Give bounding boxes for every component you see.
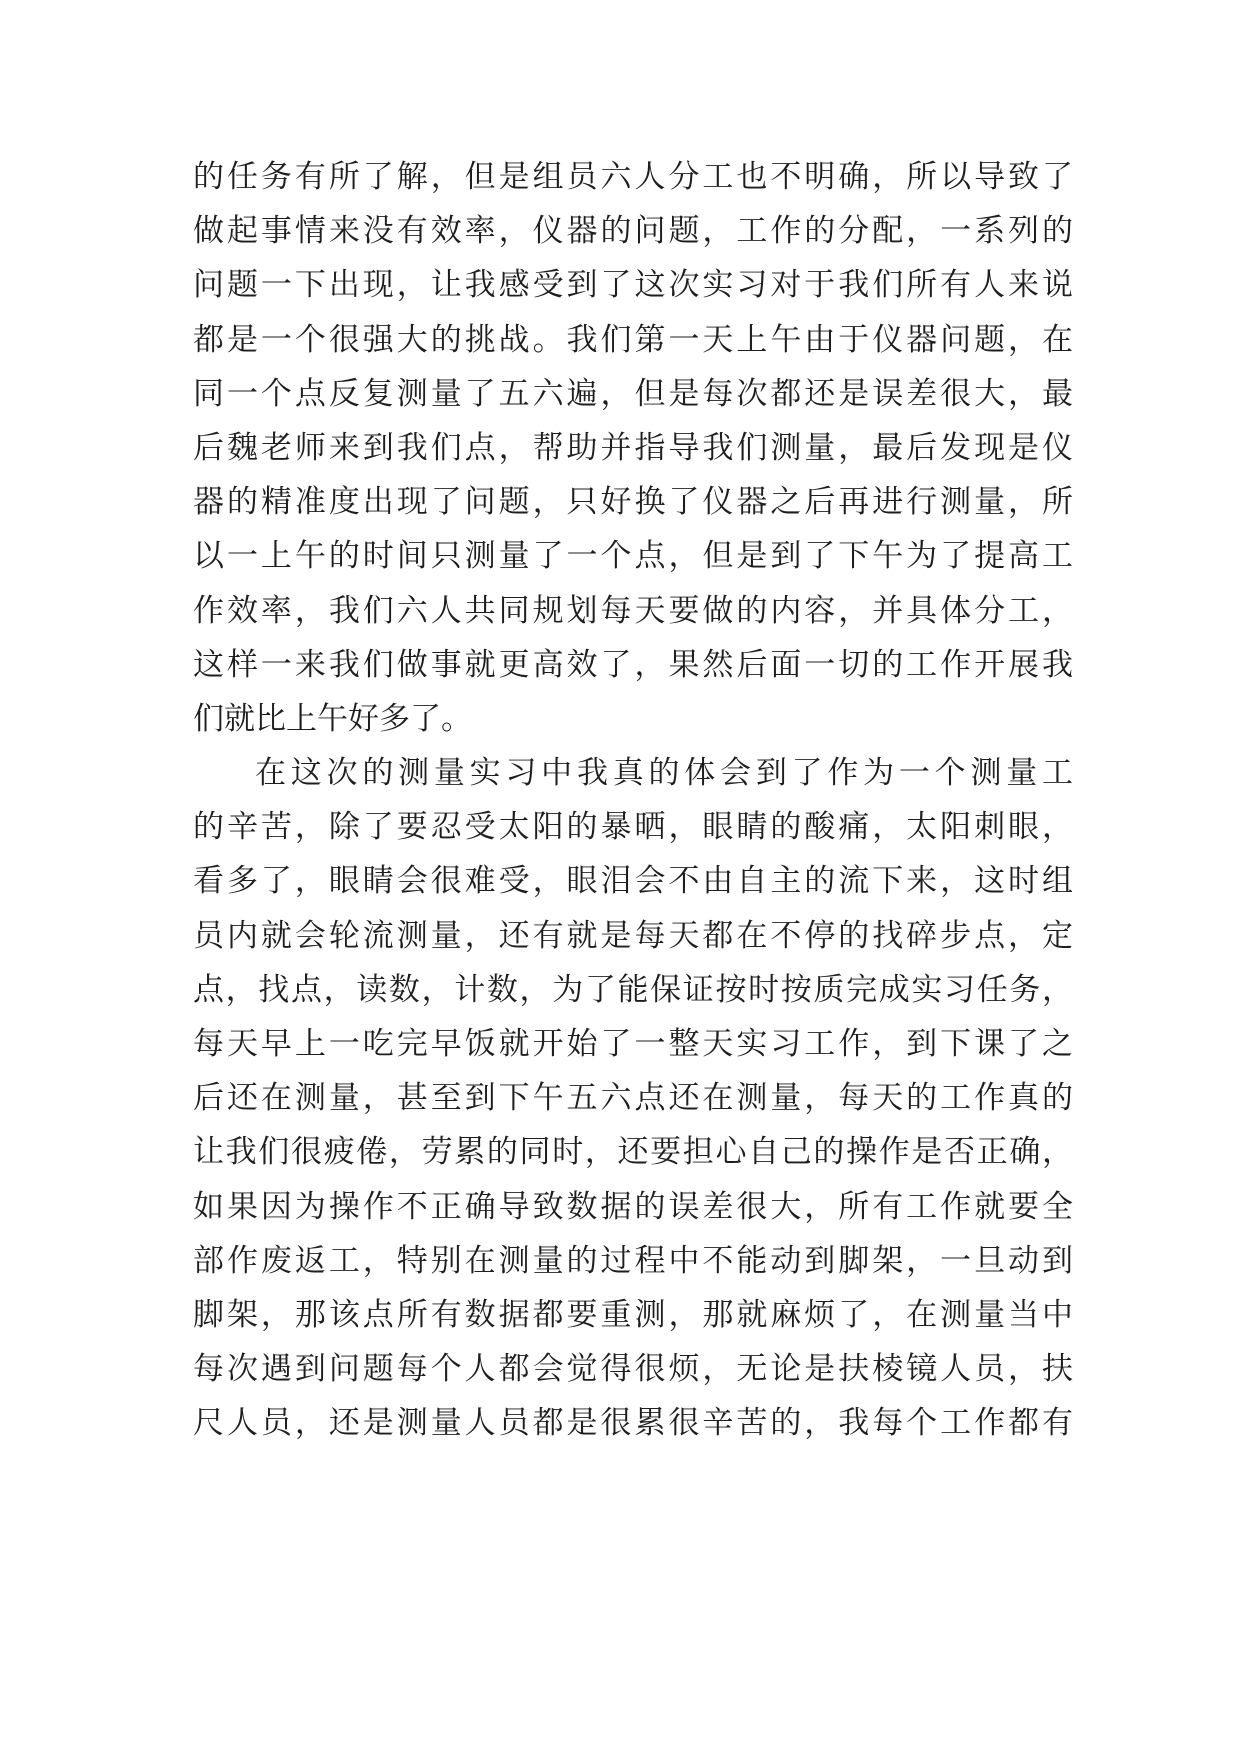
body-text xyxy=(193,150,1073,1451)
text-line: 同一个点反复测量了五六遍，但是每次都还是误差很大，最 xyxy=(193,375,1073,412)
text-line: 的任务有所了解，但是组员六人分工也不明确，所以导致了 xyxy=(193,159,1073,195)
text-line: 的辛苦，除了要忍受太阳的暴晒，眼睛的酸痛，太阳刺眼， xyxy=(193,809,1073,846)
text-line: 每次遇到问题每个人都会觉得很烦，无论是扶棱镜人员，扶 xyxy=(193,1351,1073,1388)
text-line: 看多了，眼睛会很难受，眼泪会不由自主的流下来，这时组 xyxy=(193,863,1073,900)
text-line: 员内就会轮流测量，还有就是每天都在不停的找碎步点，定 xyxy=(193,917,1073,954)
text-line: 器的精准度出现了问题，只好换了仪器之后再进行测量，所 xyxy=(193,484,1073,521)
text-line: 做起事情来没有效率，仪器的问题，工作的分配，一系列的 xyxy=(193,213,1073,250)
text-line: 点，找点，读数，计数，为了能保证按时按质完成实习任务， xyxy=(193,971,1073,1008)
text-line: 以一上午的时间只测量了一个点，但是到了下午为了提高工 xyxy=(193,538,1073,575)
text-line: 让我们很疲倦，劳累的同时，还要担心自己的操作是否正确， xyxy=(193,1134,1073,1171)
text-line: 后魏老师来到我们点，帮助并指导我们测量，最后发现是仪 xyxy=(193,429,1073,466)
text-line: 都是一个很强大的挑战。我们第一天上午由于仪器问题，在 xyxy=(193,321,1073,358)
text-line: 脚架，那该点所有数据都要重测，那就麻烦了，在测量当中 xyxy=(193,1296,1073,1333)
text-line: 每天早上一吃完早饭就开始了一整天实习工作，到下课了之 xyxy=(193,1026,1073,1062)
text-line: 部作废返工，特别在测量的过程中不能动到脚架，一旦动到 xyxy=(193,1242,1073,1279)
paragraph-start-line: 在这次的测量实习中我真的体会到了作为一个测量工 xyxy=(255,755,1073,792)
text-line: 后还在测量，甚至到下午五六点还在测量，每天的工作真的 xyxy=(193,1080,1073,1117)
text-line: 这样一来我们做事就更高效了，果然后面一切的工作开展我 xyxy=(193,646,1073,683)
text-line: 如果因为操作不正确导致数据的误差很大，所有工作就要全 xyxy=(193,1188,1073,1225)
text-line: 尺人员，还是测量人员都是很累很辛苦的，我每个工作都有 xyxy=(193,1405,1073,1442)
paragraph-end-line: 们就比上午好多了。 xyxy=(193,700,472,737)
text-line: 问题一下出现，让我感受到了这次实习对于我们所有人来说 xyxy=(193,267,1073,304)
text-line: 作效率，我们六人共同规划每天要做的内容，并具体分工， xyxy=(193,592,1073,629)
